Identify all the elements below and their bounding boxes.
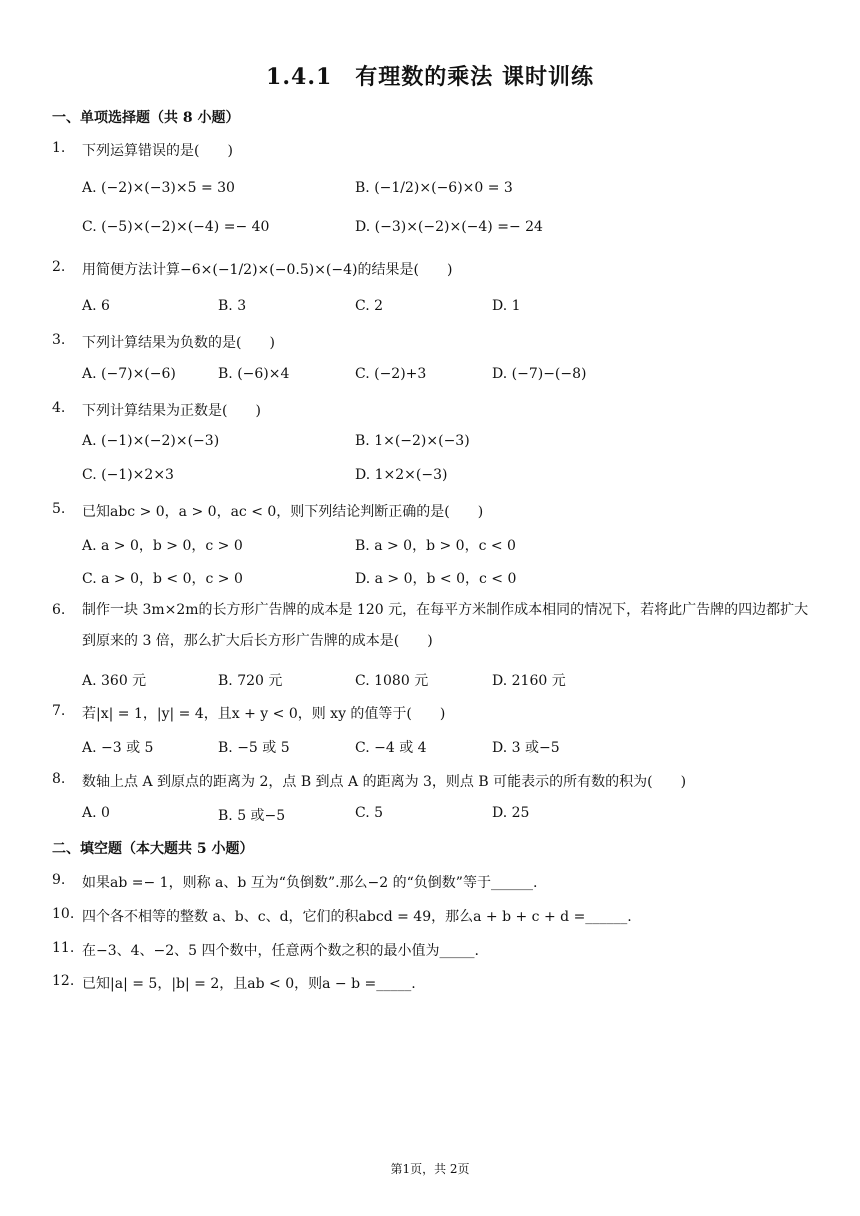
option-d: D. (−3)×(−2)×(−4) =− 24: [355, 219, 543, 235]
option-c: C. (−2)+3: [355, 366, 427, 382]
option-d: D. 1×2×(−3): [355, 467, 448, 483]
option-c: C. 2: [355, 298, 384, 314]
question-stem: 四个各不相等的整数 a、b、c、d，它们的积abcd = 49，那么a + b + c + d =______.: [82, 909, 632, 925]
option-d: D. a > 0，b < 0，c < 0: [355, 571, 517, 587]
option-a: A. (−1)×(−2)×(−3): [82, 433, 220, 449]
question-stem: 下列计算结果为负数的是( ): [82, 335, 275, 351]
question-number: 3.: [52, 332, 66, 348]
option-a: A. (−2)×(−3)×5 = 30: [82, 180, 235, 196]
question-stem: 下列运算错误的是( ): [82, 143, 233, 159]
option-a: A. (−7)×(−6): [82, 366, 176, 382]
question-number: 9.: [52, 872, 66, 888]
option-b: B. −5 或 5: [218, 740, 290, 756]
question-stem: 制作一块 3m×2m的长方形广告牌的成本是 120 元，在每平方米制作成本相同的情况下，若将此广告牌的四边都扩大到原来的 3 倍，那么扩大后长方形广告牌的成本是( ): [82, 602, 809, 649]
question-number: 12.: [52, 973, 75, 989]
question-number: 7.: [52, 703, 66, 719]
question-stem: 已知abc > 0，a > 0，ac < 0，则下列结论判断正确的是( ): [82, 504, 484, 520]
question-stem: 在−3、4、−2、5 四个数中，任意两个数之积的最小值为_____.: [82, 943, 479, 959]
option-b: B. (−6)×4: [218, 366, 290, 382]
question-stem: 用简便方法计算−6×(−1/2)×(−0.5)×(−4)的结果是( ): [82, 262, 453, 278]
option-b: B. 1×(−2)×(−3): [355, 433, 470, 449]
question-number: 8.: [52, 771, 66, 787]
option-b: B. (−1/2)×(−6)×0 = 3: [355, 180, 513, 196]
option-c: C. −4 或 4: [355, 740, 427, 756]
question-number: 4.: [52, 400, 66, 416]
option-b: B. 720 元: [218, 673, 283, 689]
option-a: A. −3 或 5: [82, 740, 154, 756]
option-d: D. 2160 元: [492, 673, 566, 689]
question-number: 2.: [52, 259, 66, 275]
option-b: B. 3: [218, 298, 247, 314]
question-number: 10.: [52, 906, 75, 922]
option-d: D. 1: [492, 298, 521, 314]
option-b: B. 5 或−5: [218, 808, 286, 824]
question-number: 5.: [52, 501, 66, 517]
page-footer: 第1页，共 2页: [390, 1162, 470, 1176]
option-a: A. 6: [82, 298, 110, 314]
option-d: D. 3 或−5: [492, 740, 560, 756]
question-stem: 若|x| = 1，|y| = 4，且x + y < 0，则 xy 的值等于( ): [82, 706, 446, 722]
option-a: A. a > 0，b > 0，c > 0: [82, 538, 243, 554]
question-stem: 数轴上点 A 到原点的距离为 2，点 B 到点 A 的距离为 3，则点 B 可能表示的所有数的积为( ): [82, 774, 687, 790]
option-d: D. (−7)−(−8): [492, 366, 587, 382]
option-b: B. a > 0，b > 0，c < 0: [355, 538, 516, 554]
option-c: C. a > 0，b < 0，c > 0: [82, 571, 243, 587]
option-c: C. 5: [355, 805, 384, 821]
question-number: 1.: [52, 140, 66, 156]
question-stem: 下列计算结果为正数是( ): [82, 403, 261, 419]
option-c: C. (−1)×2×3: [82, 467, 174, 483]
option-c: C. (−5)×(−2)×(−4) =− 40: [82, 219, 270, 235]
question-stem: 如果ab =− 1，则称 a、b 互为“负倒数”.那么−2 的“负倒数”等于______.: [82, 875, 538, 891]
section-heading-multiple-choice: 一、单项选择题（共 8 小题）: [52, 110, 240, 126]
option-a: A. 0: [82, 805, 110, 821]
option-d: D. 25: [492, 805, 530, 821]
option-c: C. 1080 元: [355, 673, 429, 689]
question-stem: 已知|a| = 5，|b| = 2，且ab < 0，则a − b =_____.: [82, 976, 416, 992]
option-a: A. 360 元: [82, 673, 147, 689]
page-title: 1.4.1 有理数的乘法 课时训练: [266, 64, 594, 90]
question-number: 6.: [52, 602, 66, 618]
question-number: 11.: [52, 940, 75, 956]
section-heading-fill-in: 二、填空题（本大题共 5 小题）: [52, 841, 254, 857]
